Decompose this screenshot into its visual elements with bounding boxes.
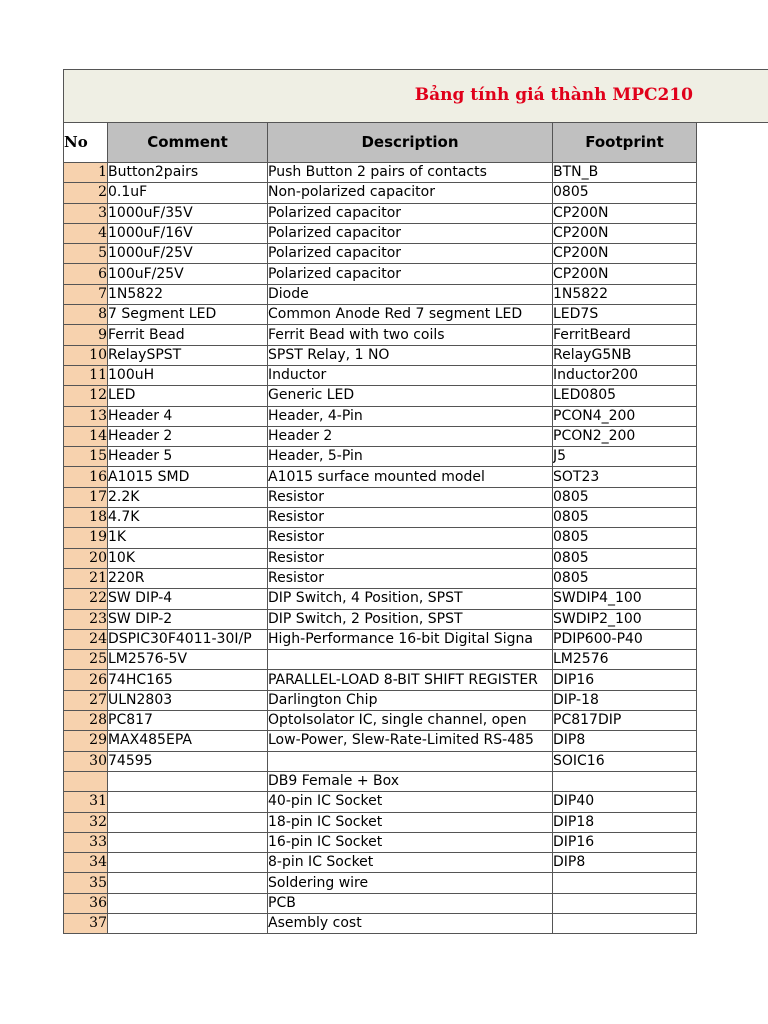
table-row [64,609,697,629]
comment-cell[interactable]: DSPIC30F4011-30I/P [108,629,268,649]
comment-cell[interactable]: Button2pairs [108,163,268,183]
description-cell[interactable]: Common Anode Red 7 segment LED [268,305,553,325]
header-no: No [64,123,108,163]
description-cell[interactable]: Polarized capacitor [268,264,553,284]
comment-cell[interactable]: 74HC165 [108,670,268,690]
row-no-cell[interactable]: 29 [64,731,108,751]
footprint-cell[interactable]: DIP-18 [553,690,697,710]
description-cell[interactable]: PARALLEL-LOAD 8-BIT SHIFT REGISTER [268,670,553,690]
table-row [64,589,697,609]
row-no-cell[interactable]: 3 [64,203,108,223]
table-row [64,223,697,243]
footprint-cell[interactable]: CP200N [553,244,697,264]
comment-cell[interactable] [108,913,268,933]
row-no-cell[interactable]: 6 [64,264,108,284]
row-no-cell[interactable]: 32 [64,812,108,832]
footprint-cell[interactable] [553,771,697,791]
row-no-cell[interactable]: 11 [64,365,108,385]
row-no-cell[interactable]: 31 [64,792,108,812]
description-cell[interactable]: 8-pin IC Socket [268,853,553,873]
row-no-cell[interactable]: 23 [64,609,108,629]
title-row [63,69,768,123]
comment-cell[interactable] [108,853,268,873]
description-cell[interactable]: Non-polarized capacitor [268,183,553,203]
table-row [64,629,697,649]
comment-cell[interactable]: 7 Segment LED [108,305,268,325]
table-row [64,771,697,791]
row-no-cell[interactable]: 36 [64,893,108,913]
description-cell[interactable]: Resistor [268,548,553,568]
description-cell[interactable]: SPST Relay, 1 NO [268,345,553,365]
comment-cell[interactable] [108,792,268,812]
table-row [64,284,697,304]
description-cell[interactable]: Generic LED [268,386,553,406]
description-cell[interactable]: Header, 4-Pin [268,406,553,426]
comment-cell[interactable] [108,832,268,852]
row-no-cell[interactable]: 22 [64,589,108,609]
row-no-cell[interactable]: 4 [64,223,108,243]
table-row [64,893,697,913]
table-row [64,650,697,670]
table-row [64,203,697,223]
description-cell[interactable]: 16-pin IC Socket [268,832,553,852]
table-row [64,812,697,832]
footprint-cell[interactable]: RelayG5NB [553,345,697,365]
footprint-cell[interactable]: DIP16 [553,832,697,852]
row-no-cell[interactable]: 30 [64,751,108,771]
row-no-cell[interactable]: 24 [64,629,108,649]
description-cell[interactable]: Push Button 2 pairs of contacts [268,163,553,183]
table-row [64,508,697,528]
comment-cell[interactable] [108,893,268,913]
footprint-cell[interactable]: 0805 [553,487,697,507]
footprint-cell[interactable]: 0805 [553,183,697,203]
table-body [64,163,697,934]
row-no-cell[interactable]: 25 [64,650,108,670]
footprint-cell[interactable]: DIP16 [553,670,697,690]
description-cell[interactable]: Inductor [268,365,553,385]
comment-cell[interactable]: 1000uF/16V [108,223,268,243]
footprint-cell[interactable]: LED0805 [553,386,697,406]
table-row [64,528,697,548]
comment-cell[interactable]: 220R [108,568,268,588]
comment-cell[interactable]: 100uF/25V [108,264,268,284]
comment-cell[interactable]: Header 2 [108,426,268,446]
comment-cell[interactable]: A1015 SMD [108,467,268,487]
description-cell[interactable]: Ferrit Bead with two coils [268,325,553,345]
comment-cell[interactable]: Header 4 [108,406,268,426]
row-no-cell[interactable]: 17 [64,487,108,507]
header-footprint: Footprint [553,123,697,163]
comment-cell[interactable]: MAX485EPA [108,731,268,751]
row-no-cell[interactable]: 1 [64,163,108,183]
comment-cell[interactable]: Header 5 [108,447,268,467]
footprint-cell[interactable]: PCON4_200 [553,406,697,426]
table-row [64,670,697,690]
comment-cell[interactable]: ULN2803 [108,690,268,710]
header-row [64,123,697,163]
table-row [64,426,697,446]
table-row [64,163,697,183]
description-cell[interactable]: Resistor [268,508,553,528]
row-no-cell[interactable]: 13 [64,406,108,426]
row-no-cell[interactable]: 8 [64,305,108,325]
footprint-cell[interactable] [553,893,697,913]
footprint-cell[interactable]: SWDIP2_100 [553,609,697,629]
footprint-cell[interactable]: 1N5822 [553,284,697,304]
row-no-cell[interactable]: 35 [64,873,108,893]
description-cell[interactable] [268,751,553,771]
comment-cell[interactable]: SW DIP-4 [108,589,268,609]
table-row [64,832,697,852]
comment-cell[interactable]: LED [108,386,268,406]
description-cell[interactable]: Darlington Chip [268,690,553,710]
comment-cell[interactable]: 1N5822 [108,284,268,304]
description-cell[interactable]: Resistor [268,528,553,548]
comment-cell[interactable] [108,812,268,832]
table-row [64,365,697,385]
comment-cell[interactable]: PC817 [108,711,268,731]
row-no-cell[interactable]: 33 [64,832,108,852]
footprint-cell[interactable]: SWDIP4_100 [553,589,697,609]
comment-cell[interactable]: 10K [108,548,268,568]
footprint-cell[interactable]: 0805 [553,568,697,588]
table-row [64,386,697,406]
row-no-cell[interactable]: 27 [64,690,108,710]
footprint-cell[interactable]: CP200N [553,223,697,243]
description-cell[interactable]: Low-Power, Slew-Rate-Limited RS-485 [268,731,553,751]
row-no-cell[interactable]: 37 [64,913,108,933]
table-row [64,548,697,568]
table-row [64,711,697,731]
footprint-cell[interactable]: LED7S [553,305,697,325]
description-cell[interactable]: High-Performance 16-bit Digital Signa [268,629,553,649]
table-row [64,183,697,203]
table-row [64,913,697,933]
description-cell[interactable]: PCB [268,893,553,913]
footprint-cell[interactable]: PC817DIP [553,711,697,731]
table-row [64,873,697,893]
comment-cell[interactable]: 0.1uF [108,183,268,203]
footprint-cell[interactable]: LM2576 [553,650,697,670]
footprint-cell[interactable]: DIP8 [553,853,697,873]
table-row [64,305,697,325]
table-row [64,487,697,507]
comment-cell[interactable]: RelaySPST [108,345,268,365]
table-row [64,568,697,588]
description-cell[interactable]: Polarized capacitor [268,244,553,264]
description-cell[interactable]: Resistor [268,568,553,588]
footprint-cell[interactable] [553,913,697,933]
footprint-cell[interactable]: CP200N [553,203,697,223]
sheet-title: Bảng tính giá thành MPC210 [414,85,693,105]
footprint-cell[interactable]: 0805 [553,548,697,568]
table-row [64,264,697,284]
comment-cell[interactable]: 1K [108,528,268,548]
description-cell[interactable]: 40-pin IC Socket [268,792,553,812]
table-row [64,406,697,426]
comment-cell[interactable]: 2.2K [108,487,268,507]
description-cell[interactable] [268,650,553,670]
row-no-cell[interactable]: 21 [64,568,108,588]
comment-cell[interactable]: LM2576-5V [108,650,268,670]
row-no-cell[interactable]: 34 [64,853,108,873]
row-no-cell[interactable]: 19 [64,528,108,548]
table-row [64,447,697,467]
footprint-cell[interactable]: DIP40 [553,792,697,812]
footprint-cell[interactable]: PCON2_200 [553,426,697,446]
footprint-cell[interactable]: PDIP600-P40 [553,629,697,649]
footprint-cell[interactable]: SOT23 [553,467,697,487]
description-cell[interactable]: DB9 Female + Box [268,771,553,791]
footprint-cell[interactable]: BTN_B [553,163,697,183]
table-row [64,853,697,873]
row-no-cell[interactable]: 2 [64,183,108,203]
comment-cell[interactable] [108,873,268,893]
table-row [64,690,697,710]
description-cell[interactable]: A1015 surface mounted model [268,467,553,487]
footprint-cell[interactable]: J5 [553,447,697,467]
description-cell[interactable]: Diode [268,284,553,304]
comment-cell[interactable]: 74595 [108,751,268,771]
row-no-cell[interactable]: 18 [64,508,108,528]
row-no-cell[interactable] [64,771,108,791]
description-cell[interactable]: 18-pin IC Socket [268,812,553,832]
comment-cell[interactable]: 4.7K [108,508,268,528]
header-description: Description [268,123,553,163]
footprint-cell[interactable]: CP200N [553,264,697,284]
row-no-cell[interactable]: 10 [64,345,108,365]
description-cell[interactable]: Soldering wire [268,873,553,893]
description-cell[interactable]: Header, 5-Pin [268,447,553,467]
row-no-cell[interactable]: 9 [64,325,108,345]
table-row [64,792,697,812]
row-no-cell[interactable]: 20 [64,548,108,568]
comment-cell[interactable]: 100uH [108,365,268,385]
table-row [64,751,697,771]
footprint-cell[interactable]: FerritBeard [553,325,697,345]
description-cell[interactable]: Header 2 [268,426,553,446]
row-no-cell[interactable]: 12 [64,386,108,406]
description-cell[interactable]: OptoIsolator IC, single channel, open [268,711,553,731]
footprint-cell[interactable]: DIP18 [553,812,697,832]
row-no-cell[interactable]: 7 [64,284,108,304]
comment-cell[interactable]: 1000uF/35V [108,203,268,223]
footprint-cell[interactable] [553,873,697,893]
description-cell[interactable]: Polarized capacitor [268,223,553,243]
footprint-cell[interactable]: DIP8 [553,731,697,751]
description-cell[interactable]: Polarized capacitor [268,203,553,223]
description-cell[interactable]: DIP Switch, 4 Position, SPST [268,589,553,609]
bom-table [63,122,697,934]
row-no-cell[interactable]: 26 [64,670,108,690]
row-no-cell[interactable]: 28 [64,711,108,731]
footprint-cell[interactable]: 0805 [553,528,697,548]
row-no-cell[interactable]: 16 [64,467,108,487]
footprint-cell[interactable]: Inductor200 [553,365,697,385]
table-row [64,244,697,264]
comment-cell[interactable]: Ferrit Bead [108,325,268,345]
table-row [64,731,697,751]
table-row [64,345,697,365]
table-row [64,325,697,345]
row-no-cell[interactable]: 14 [64,426,108,446]
comment-cell[interactable]: 1000uF/25V [108,244,268,264]
footprint-cell[interactable]: SOIC16 [553,751,697,771]
footprint-cell[interactable]: 0805 [553,508,697,528]
description-cell[interactable]: Asembly cost [268,913,553,933]
comment-cell[interactable] [108,771,268,791]
row-no-cell[interactable]: 5 [64,244,108,264]
row-no-cell[interactable]: 15 [64,447,108,467]
description-cell[interactable]: Resistor [268,487,553,507]
table-row [64,467,697,487]
description-cell[interactable]: DIP Switch, 2 Position, SPST [268,609,553,629]
header-comment: Comment [108,123,268,163]
comment-cell[interactable]: SW DIP-2 [108,609,268,629]
